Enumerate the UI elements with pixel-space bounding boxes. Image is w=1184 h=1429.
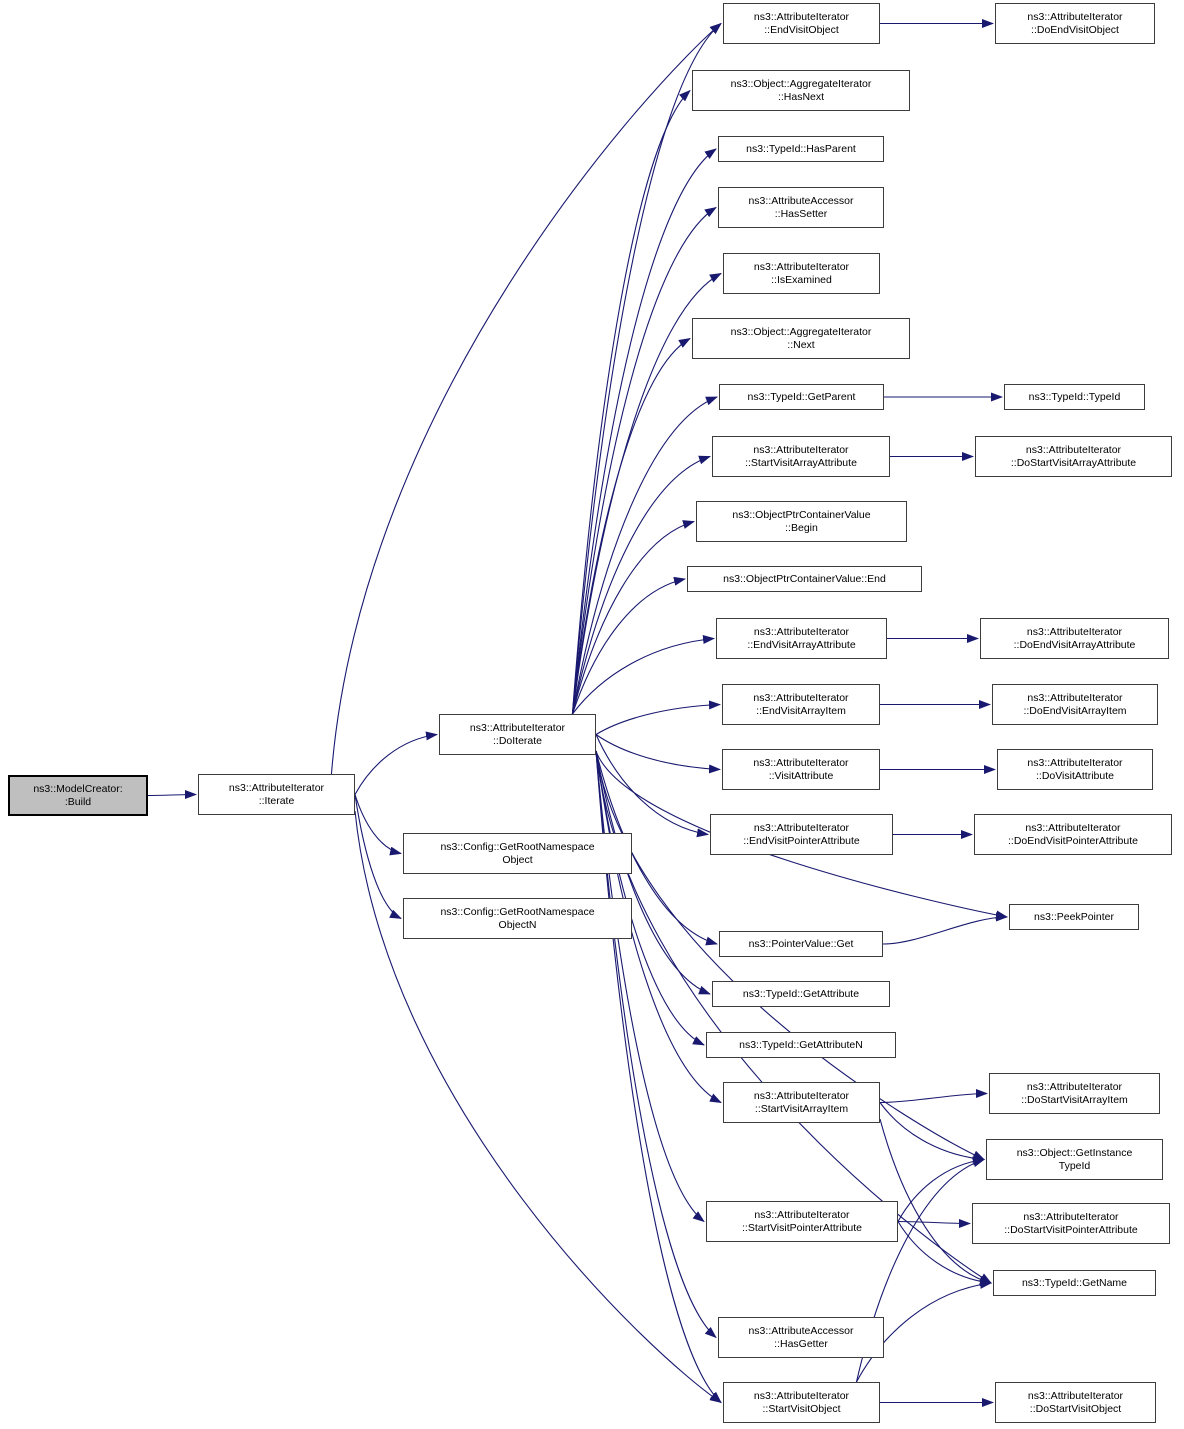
graph-node-build[interactable] <box>8 775 148 816</box>
graph-node-end[interactable] <box>687 566 922 592</box>
graph-node-dostartvisitobject[interactable] <box>995 1382 1156 1423</box>
graph-node-label: ns3::AttributeIterator <box>753 691 849 704</box>
graph-node-label: ns3::Object::AggregateIterator <box>730 325 872 338</box>
graph-node-ptrvalueget[interactable] <box>719 931 883 957</box>
graph-node-typeidtypeid[interactable] <box>1004 384 1145 410</box>
graph-node-label: ns3::TypeId::GetParent <box>747 390 856 403</box>
graph-node-label: ns3::Object::AggregateIterator <box>730 77 872 90</box>
graph-node-label: ns3::ModelCreator: <box>33 782 123 795</box>
graph-node-label: ::DoEndVisitPointerAttribute <box>1008 834 1138 847</box>
graph-node-getattribute[interactable] <box>712 981 890 1007</box>
call-edge-startvisitarrayitem-dostartvisitarrayitem <box>880 1094 987 1103</box>
graph-node-label: ::EndVisitPointerAttribute <box>743 834 860 847</box>
graph-node-startvisitptrattr[interactable] <box>706 1201 898 1242</box>
graph-node-label: ns3::TypeId::GetName <box>1021 1276 1128 1289</box>
graph-node-label: TypeId <box>1058 1159 1091 1172</box>
graph-node-label: ns3::AttributeAccessor <box>748 194 854 207</box>
call-edge-ptrvalueget-peekpointer <box>883 917 1007 944</box>
graph-node-label: ns3::Config::GetRootNamespace <box>440 905 595 918</box>
graph-node-label: ::DoStartVisitArrayItem <box>1021 1093 1128 1106</box>
graph-node-iterate[interactable] <box>198 774 355 815</box>
graph-node-label: ::HasNext <box>777 90 825 103</box>
graph-node-label: ::DoEndVisitObject <box>1031 23 1119 36</box>
graph-node-dovisitattr[interactable] <box>997 749 1153 790</box>
graph-node-label: ns3::AttributeIterator <box>228 781 325 794</box>
graph-node-getname[interactable] <box>993 1270 1156 1296</box>
graph-node-label: :Build <box>64 795 92 808</box>
graph-node-label: ::Next <box>787 338 815 351</box>
graph-node-label: ns3::Object::GetInstance <box>1016 1146 1133 1159</box>
graph-node-label: ns3::AttributeIterator <box>1027 691 1123 704</box>
graph-node-label: ::DoStartVisitPointerAttribute <box>1004 1223 1138 1236</box>
graph-node-label: ns3::AttributeIterator <box>753 1089 850 1102</box>
call-edge-doiterate-endvisitobject <box>572 24 721 715</box>
graph-node-label: ns3::AttributeIterator <box>1027 756 1123 769</box>
graph-node-hasgetter[interactable] <box>718 1317 884 1358</box>
graph-node-dostartvisitarrayattr[interactable] <box>975 436 1172 477</box>
graph-node-label: ns3::AttributeIterator <box>469 721 566 734</box>
graph-node-label: ns3::AttributeIterator <box>753 260 850 273</box>
call-edge-iterate-doiterate <box>355 735 437 795</box>
graph-node-label: ns3::AttributeIterator <box>753 443 849 456</box>
graph-node-endvisitptrattr[interactable] <box>710 814 893 855</box>
graph-node-getparent[interactable] <box>719 384 884 410</box>
graph-node-isexamined[interactable] <box>723 253 880 294</box>
graph-node-label: ::DoEndVisitArrayItem <box>1023 704 1127 717</box>
graph-node-dostartvisitptrattr[interactable] <box>972 1203 1170 1244</box>
graph-node-label: ns3::Config::GetRootNamespace <box>440 840 595 853</box>
graph-node-label: ns3::PeekPointer <box>1034 910 1114 923</box>
call-edge-doiterate-endvisitarrayattr <box>572 639 714 715</box>
graph-node-label: ns3::AttributeIterator <box>1026 625 1123 638</box>
call-edge-doiterate-begin <box>572 522 694 715</box>
graph-node-label: ::EndVisitObject <box>764 23 839 36</box>
graph-node-doendvisitarrayattr[interactable] <box>980 618 1169 659</box>
graph-node-label: ::DoStartVisitArrayAttribute <box>1010 456 1137 469</box>
graph-node-startvisitarrayitem[interactable] <box>723 1082 880 1123</box>
graph-node-endvisitarrayattr[interactable] <box>716 618 887 659</box>
graph-node-label: ::DoVisitAttribute <box>1035 769 1114 782</box>
graph-node-label: ns3::TypeId::GetAttributeN <box>739 1038 863 1051</box>
graph-node-label: ns3::AttributeIterator <box>753 756 849 769</box>
call-edge-doiterate-visitattr <box>596 735 720 770</box>
graph-node-label: ::StartVisitPointerAttribute <box>741 1221 863 1234</box>
graph-node-label: ns3::TypeId::TypeId <box>1028 390 1121 403</box>
graph-node-label: ns3::PointerValue::Get <box>748 937 854 950</box>
graph-node-label: ::Iterate <box>258 794 295 807</box>
graph-node-doendvisitobject[interactable] <box>995 3 1155 44</box>
graph-node-peekpointer[interactable] <box>1009 904 1139 930</box>
graph-node-visitattr[interactable] <box>722 749 880 790</box>
graph-node-label: ::EndVisitArrayItem <box>756 704 846 717</box>
graph-node-hasnext[interactable] <box>692 70 910 111</box>
graph-node-hassetter[interactable] <box>718 187 884 228</box>
call-edge-doiterate-hasnext <box>572 91 690 715</box>
graph-node-label: ns3::AttributeIterator <box>1026 1080 1123 1093</box>
graph-node-label: ns3::ObjectPtrContainerValue <box>732 508 871 521</box>
graph-node-label: ns3::AttributeIterator <box>753 821 850 834</box>
call-edge-doiterate-next <box>572 339 690 715</box>
graph-node-endvisitarrayitem[interactable] <box>722 684 880 725</box>
graph-node-endvisitobject[interactable] <box>723 3 880 44</box>
graph-node-hasparent[interactable] <box>718 136 884 162</box>
graph-node-getinstancetypeid[interactable] <box>986 1139 1163 1180</box>
graph-node-label: ::VisitAttribute <box>768 769 834 782</box>
graph-node-label: ::StartVisitObject <box>762 1402 841 1415</box>
graph-node-label: ::StartVisitArrayItem <box>754 1102 849 1115</box>
call-edge-doiterate-hassetter <box>572 208 716 715</box>
graph-node-label: ns3::AttributeIterator <box>1025 821 1121 834</box>
graph-node-label: ns3::AttributeIterator <box>1027 1389 1124 1402</box>
graph-node-label: Object <box>502 853 533 866</box>
graph-node-label: ns3::AttributeAccessor <box>748 1324 854 1337</box>
graph-node-label: ns3::ObjectPtrContainerValue::End <box>723 572 886 585</box>
graph-node-label: ns3::TypeId::GetAttribute <box>742 987 860 1000</box>
graph-node-label: ns3::AttributeIterator <box>1023 1210 1119 1223</box>
call-edge-build-iterate <box>148 795 196 796</box>
call-edge-doiterate-endvisitarrayitem <box>596 705 720 735</box>
graph-node-begin[interactable] <box>696 501 907 542</box>
graph-node-startvisitobject[interactable] <box>723 1382 880 1423</box>
graph-node-label: ::IsExamined <box>771 273 832 286</box>
call-edge-iterate-getrootobj <box>355 795 401 854</box>
graph-node-label: ns3::AttributeIterator <box>753 10 850 23</box>
graph-node-startvisitarrayattr[interactable] <box>712 436 890 477</box>
graph-node-dostartvisitarrayitem[interactable] <box>989 1073 1160 1114</box>
graph-node-label: ns3::AttributeIterator <box>753 1389 850 1402</box>
graph-node-label: ns3::AttributeIterator <box>754 1208 850 1221</box>
graph-node-label: ::HasGetter <box>774 1337 828 1350</box>
graph-node-label: ns3::AttributeIterator <box>1025 443 1122 456</box>
graph-node-label: ns3::TypeId::HasParent <box>746 142 856 155</box>
graph-node-label: ::DoStartVisitObject <box>1029 1402 1122 1415</box>
graph-node-label: ::EndVisitArrayAttribute <box>747 638 856 651</box>
graph-node-label: ObjectN <box>498 918 537 931</box>
graph-node-next[interactable] <box>692 318 910 359</box>
graph-node-getrootobj[interactable] <box>403 833 632 874</box>
graph-node-doiterate[interactable] <box>439 714 596 755</box>
graph-node-label: ::DoIterate <box>492 734 543 747</box>
graph-node-getattributen[interactable] <box>706 1032 896 1058</box>
graph-node-label: ::Begin <box>785 521 818 534</box>
call-edge-doiterate-endvisitptrattr <box>596 735 708 835</box>
graph-node-doendvisitptrattr[interactable] <box>974 814 1172 855</box>
graph-node-label: ::StartVisitArrayAttribute <box>745 456 857 469</box>
graph-node-label: ns3::AttributeIterator <box>753 625 850 638</box>
graph-node-getrootobjn[interactable] <box>403 898 632 939</box>
graph-node-label: ::HasSetter <box>774 207 828 220</box>
graph-node-label: ns3::AttributeIterator <box>1027 10 1123 23</box>
graph-node-doendvisitarrayitem[interactable] <box>992 684 1158 725</box>
graph-node-label: ::DoEndVisitArrayAttribute <box>1013 638 1136 651</box>
